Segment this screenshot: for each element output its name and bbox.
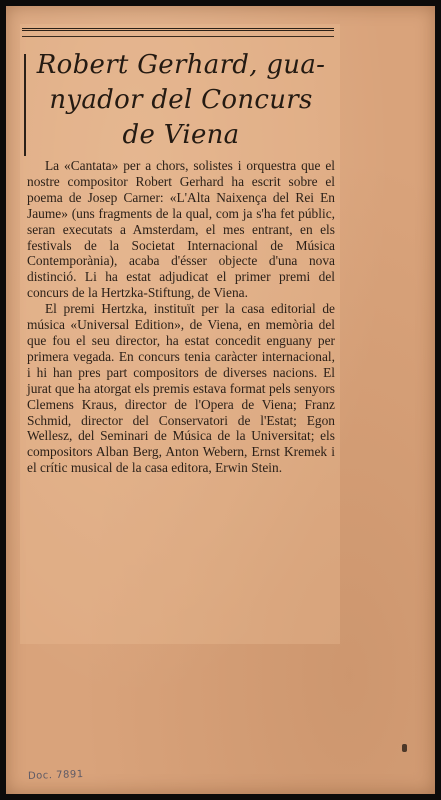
ink-mark	[402, 744, 407, 752]
archive-pencil-note: Doc. 7891	[27, 769, 84, 782]
paper-sheet	[6, 6, 435, 794]
top-double-rule	[22, 28, 334, 31]
headline-line-2: nyador del Concurs	[49, 85, 313, 115]
article-paragraph-2: El premi Hertzka, instituït per la casa editorial de música «Universal Edition», de Viena, en memòria del que fou el seu director, ha estat concedit enguany per primera vegada. En concurs tenia caràcter internacional, i hi han pres part compositors de diverses nacions. El jurat que ha atorgat els premis estava format pels senyors Clemens Kraus, director de l'Opera de Viena; Franz Schmid, director del Conservatori de l'Estat; Egon Wellesz, del Seminari de Música de la Universitat; els compositors Alban Berg, Anton Webern, Ernst Kremek i el crític musical de la casa editora, Erwin Stein.	[27, 301, 335, 476]
article-body	[27, 158, 335, 476]
headline	[28, 48, 334, 153]
headline-side-rule	[24, 54, 26, 156]
headline-line-3: de Viena	[122, 120, 240, 150]
top-thin-rule	[22, 36, 334, 37]
headline-line-1: Robert Gerhard, gua-	[36, 50, 326, 80]
article-paragraph-1: La «Cantata» per a chors, solistes i orquestra que el nostre compositor Robert Gerhard ha escrit sobre el poema de Josep Carner: «L'Alta Naixença del Rei En Jaume» (uns fragments de la qual, com ja s'ha fet públic, seran executats a Amsterdam, el mes entrant, en els festivals de la Societat Internacional de Música Contemporània), acaba d'ésser objecte d'una nova distinció. Li ha estat adjudicat el primer premi del concurs de la Hertzka-Stiftung, de Viena.	[27, 158, 335, 301]
